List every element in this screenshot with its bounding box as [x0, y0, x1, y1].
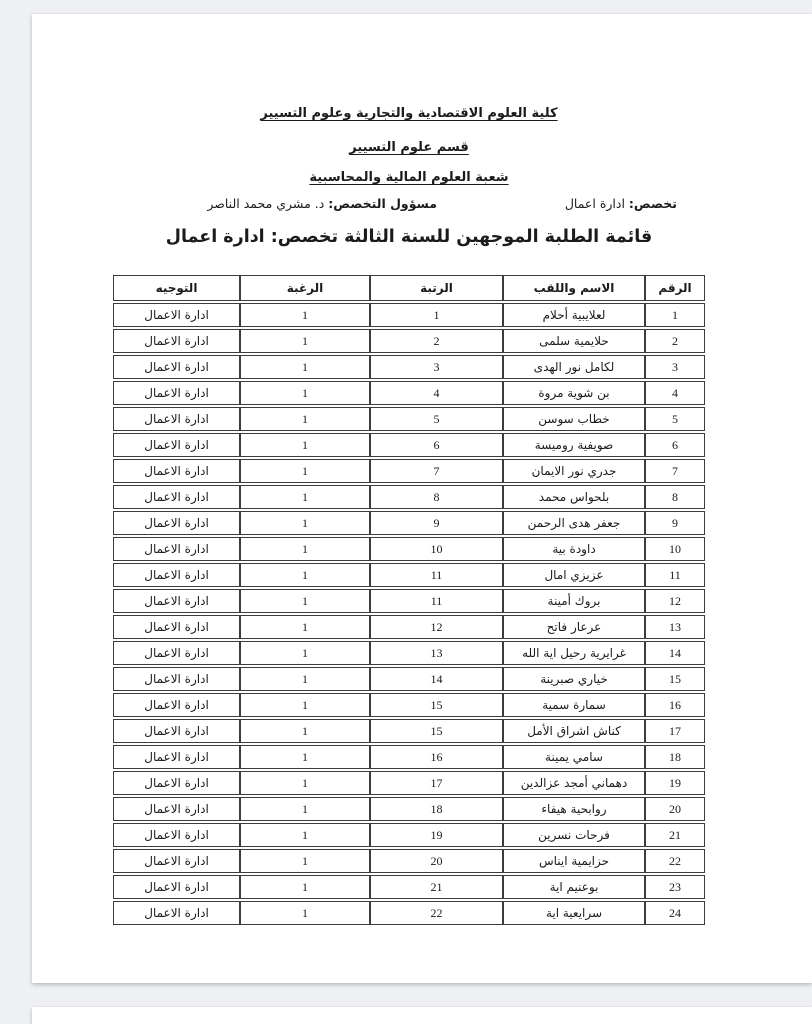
table-row — [113, 875, 705, 899]
cell-rank: 15 — [370, 693, 503, 717]
cell-number: 23 — [645, 875, 705, 899]
cell-wish: 1 — [240, 433, 370, 457]
cell-number: 10 — [645, 537, 705, 561]
cell-name: صويفية روميسة — [503, 433, 645, 457]
cell-name: غرايرية رحيل اية الله — [503, 641, 645, 665]
cell-rank: 6 — [370, 433, 503, 457]
cell-orientation: ادارة الاعمال — [113, 589, 240, 613]
table-row — [113, 641, 705, 665]
cell-rank: 8 — [370, 485, 503, 509]
table-row — [113, 693, 705, 717]
cell-rank: 21 — [370, 875, 503, 899]
document-page — [32, 14, 812, 983]
cell-rank: 3 — [370, 355, 503, 379]
cell-name: بلحواس محمد — [503, 485, 645, 509]
table-row — [113, 563, 705, 587]
cell-number: 1 — [645, 303, 705, 327]
cell-number: 5 — [645, 407, 705, 431]
cell-wish: 1 — [240, 823, 370, 847]
cell-orientation: ادارة الاعمال — [113, 537, 240, 561]
cell-name: داودة بية — [503, 537, 645, 561]
specialty-label: تخصص: — [628, 196, 677, 211]
cell-name: عرعار فاتح — [503, 615, 645, 639]
table-header-row — [113, 275, 705, 301]
cell-rank: 20 — [370, 849, 503, 873]
cell-name: سرايعية اية — [503, 901, 645, 925]
cell-wish: 1 — [240, 485, 370, 509]
cell-wish: 1 — [240, 563, 370, 587]
cell-number: 11 — [645, 563, 705, 587]
cell-wish: 1 — [240, 875, 370, 899]
cell-rank: 1 — [370, 303, 503, 327]
table-row — [113, 329, 705, 353]
table-row — [113, 355, 705, 379]
cell-wish: 1 — [240, 459, 370, 483]
cell-orientation: ادارة الاعمال — [113, 693, 240, 717]
table-row — [113, 589, 705, 613]
cell-orientation: ادارة الاعمال — [113, 459, 240, 483]
cell-wish: 1 — [240, 745, 370, 769]
cell-rank: 14 — [370, 667, 503, 691]
table-row — [113, 433, 705, 457]
cell-rank: 11 — [370, 563, 503, 587]
cell-number: 16 — [645, 693, 705, 717]
cell-wish: 1 — [240, 329, 370, 353]
cell-rank: 2 — [370, 329, 503, 353]
cell-wish: 1 — [240, 849, 370, 873]
table-row — [113, 849, 705, 873]
cell-name: بوعنيم اية — [503, 875, 645, 899]
table-row — [113, 407, 705, 431]
cell-orientation: ادارة الاعمال — [113, 355, 240, 379]
specialty-value: ادارة اعمال — [564, 196, 625, 211]
cell-number: 9 — [645, 511, 705, 535]
cell-name: لكامل نور الهدى — [503, 355, 645, 379]
table-row — [113, 719, 705, 743]
table-row — [113, 745, 705, 769]
column-header-number: الرقم — [645, 275, 705, 301]
cell-orientation: ادارة الاعمال — [113, 381, 240, 405]
supervisor-label: مسؤول التخصص: — [328, 196, 437, 211]
cell-rank: 22 — [370, 901, 503, 925]
cell-number: 8 — [645, 485, 705, 509]
cell-number: 15 — [645, 667, 705, 691]
table-row — [113, 615, 705, 639]
table-row — [113, 511, 705, 535]
cell-number: 12 — [645, 589, 705, 613]
cell-number: 24 — [645, 901, 705, 925]
department-heading: قسم علوم التسيير — [349, 140, 469, 155]
cell-rank: 5 — [370, 407, 503, 431]
cell-orientation: ادارة الاعمال — [113, 407, 240, 431]
cell-rank: 9 — [370, 511, 503, 535]
cell-number: 3 — [645, 355, 705, 379]
branch-heading: شعبة العلوم المالية والمحاسبية — [309, 170, 509, 185]
cell-wish: 1 — [240, 771, 370, 795]
cell-rank: 12 — [370, 615, 503, 639]
cell-wish: 1 — [240, 381, 370, 405]
cell-name: حزايمية ايناس — [503, 849, 645, 873]
cell-orientation: ادارة الاعمال — [113, 667, 240, 691]
table-row — [113, 485, 705, 509]
cell-orientation: ادارة الاعمال — [113, 303, 240, 327]
cell-rank: 19 — [370, 823, 503, 847]
cell-rank: 15 — [370, 719, 503, 743]
cell-wish: 1 — [240, 615, 370, 639]
cell-number: 13 — [645, 615, 705, 639]
cell-orientation: ادارة الاعمال — [113, 511, 240, 535]
cell-name: خطاب سوسن — [503, 407, 645, 431]
table-row — [113, 823, 705, 847]
cell-number: 14 — [645, 641, 705, 665]
column-header-name: الاسم واللقب — [503, 275, 645, 301]
cell-number: 17 — [645, 719, 705, 743]
cell-orientation: ادارة الاعمال — [113, 433, 240, 457]
cell-rank: 7 — [370, 459, 503, 483]
cell-wish: 1 — [240, 901, 370, 925]
cell-name: خياري صبرينة — [503, 667, 645, 691]
table-row — [113, 901, 705, 925]
cell-number: 21 — [645, 823, 705, 847]
cell-name: روابحية هيفاء — [503, 797, 645, 821]
faculty-heading: كلية العلوم الاقتصادية والتجارية وعلوم التسيير — [260, 106, 558, 121]
cell-orientation: ادارة الاعمال — [113, 745, 240, 769]
cell-wish: 1 — [240, 797, 370, 821]
cell-orientation: ادارة الاعمال — [113, 641, 240, 665]
column-header-wish: الرغبة — [240, 275, 370, 301]
cell-rank: 17 — [370, 771, 503, 795]
cell-orientation: ادارة الاعمال — [113, 901, 240, 925]
cell-orientation: ادارة الاعمال — [113, 563, 240, 587]
cell-name: دهماني أمجد عزالدين — [503, 771, 645, 795]
cell-orientation: ادارة الاعمال — [113, 771, 240, 795]
cell-wish: 1 — [240, 693, 370, 717]
table-row — [113, 459, 705, 483]
cell-wish: 1 — [240, 667, 370, 691]
cell-number: 7 — [645, 459, 705, 483]
list-title: قائمة الطلبة الموجهين للسنة الثالثة تخصص: ادارة اعمال — [165, 227, 653, 247]
next-page-edge — [32, 1007, 812, 1024]
cell-number: 6 — [645, 433, 705, 457]
cell-name: جدري نور الايمان — [503, 459, 645, 483]
cell-rank: 11 — [370, 589, 503, 613]
cell-name: جعفر هدى الرحمن — [503, 511, 645, 535]
cell-number: 18 — [645, 745, 705, 769]
cell-name: بن شوية مروة — [503, 381, 645, 405]
cell-wish: 1 — [240, 355, 370, 379]
cell-name: لعلايبية أحلام — [503, 303, 645, 327]
cell-name: عزيزي امال — [503, 563, 645, 587]
cell-rank: 4 — [370, 381, 503, 405]
cell-orientation: ادارة الاعمال — [113, 719, 240, 743]
table-row — [113, 771, 705, 795]
students-table — [113, 273, 705, 927]
cell-name: سمارة سمية — [503, 693, 645, 717]
supervisor-field: مسؤول التخصص:‏ د. مشري محمد الناصر — [207, 196, 437, 211]
table-row — [113, 537, 705, 561]
cell-name: فرحات نسرين — [503, 823, 645, 847]
cell-orientation: ادارة الاعمال — [113, 797, 240, 821]
cell-wish: 1 — [240, 589, 370, 613]
cell-name: بروك أمينة — [503, 589, 645, 613]
cell-orientation: ادارة الاعمال — [113, 823, 240, 847]
specialty-field: تخصص:‏ ادارة اعمال — [564, 196, 677, 211]
cell-orientation: ادارة الاعمال — [113, 849, 240, 873]
cell-orientation: ادارة الاعمال — [113, 329, 240, 353]
cell-orientation: ادارة الاعمال — [113, 875, 240, 899]
table-row — [113, 303, 705, 327]
cell-rank: 10 — [370, 537, 503, 561]
cell-number: 4 — [645, 381, 705, 405]
cell-rank: 18 — [370, 797, 503, 821]
cell-wish: 1 — [240, 641, 370, 665]
specialty-info-line — [113, 196, 705, 216]
cell-number: 19 — [645, 771, 705, 795]
table-row — [113, 381, 705, 405]
column-header-orientation: التوجيه — [113, 275, 240, 301]
cell-wish: 1 — [240, 511, 370, 535]
column-header-rank: الرتبة — [370, 275, 503, 301]
cell-wish: 1 — [240, 407, 370, 431]
cell-rank: 13 — [370, 641, 503, 665]
supervisor-value: د. مشري محمد الناصر — [207, 196, 325, 211]
cell-orientation: ادارة الاعمال — [113, 485, 240, 509]
cell-name: سامي يمينة — [503, 745, 645, 769]
cell-wish: 1 — [240, 719, 370, 743]
cell-name: كناش اشراق الأمل — [503, 719, 645, 743]
table-row — [113, 797, 705, 821]
cell-rank: 16 — [370, 745, 503, 769]
cell-orientation: ادارة الاعمال — [113, 615, 240, 639]
cell-wish: 1 — [240, 537, 370, 561]
cell-number: 2 — [645, 329, 705, 353]
table-row — [113, 667, 705, 691]
cell-number: 22 — [645, 849, 705, 873]
cell-number: 20 — [645, 797, 705, 821]
cell-name: حلايمية سلمى — [503, 329, 645, 353]
cell-wish: 1 — [240, 303, 370, 327]
